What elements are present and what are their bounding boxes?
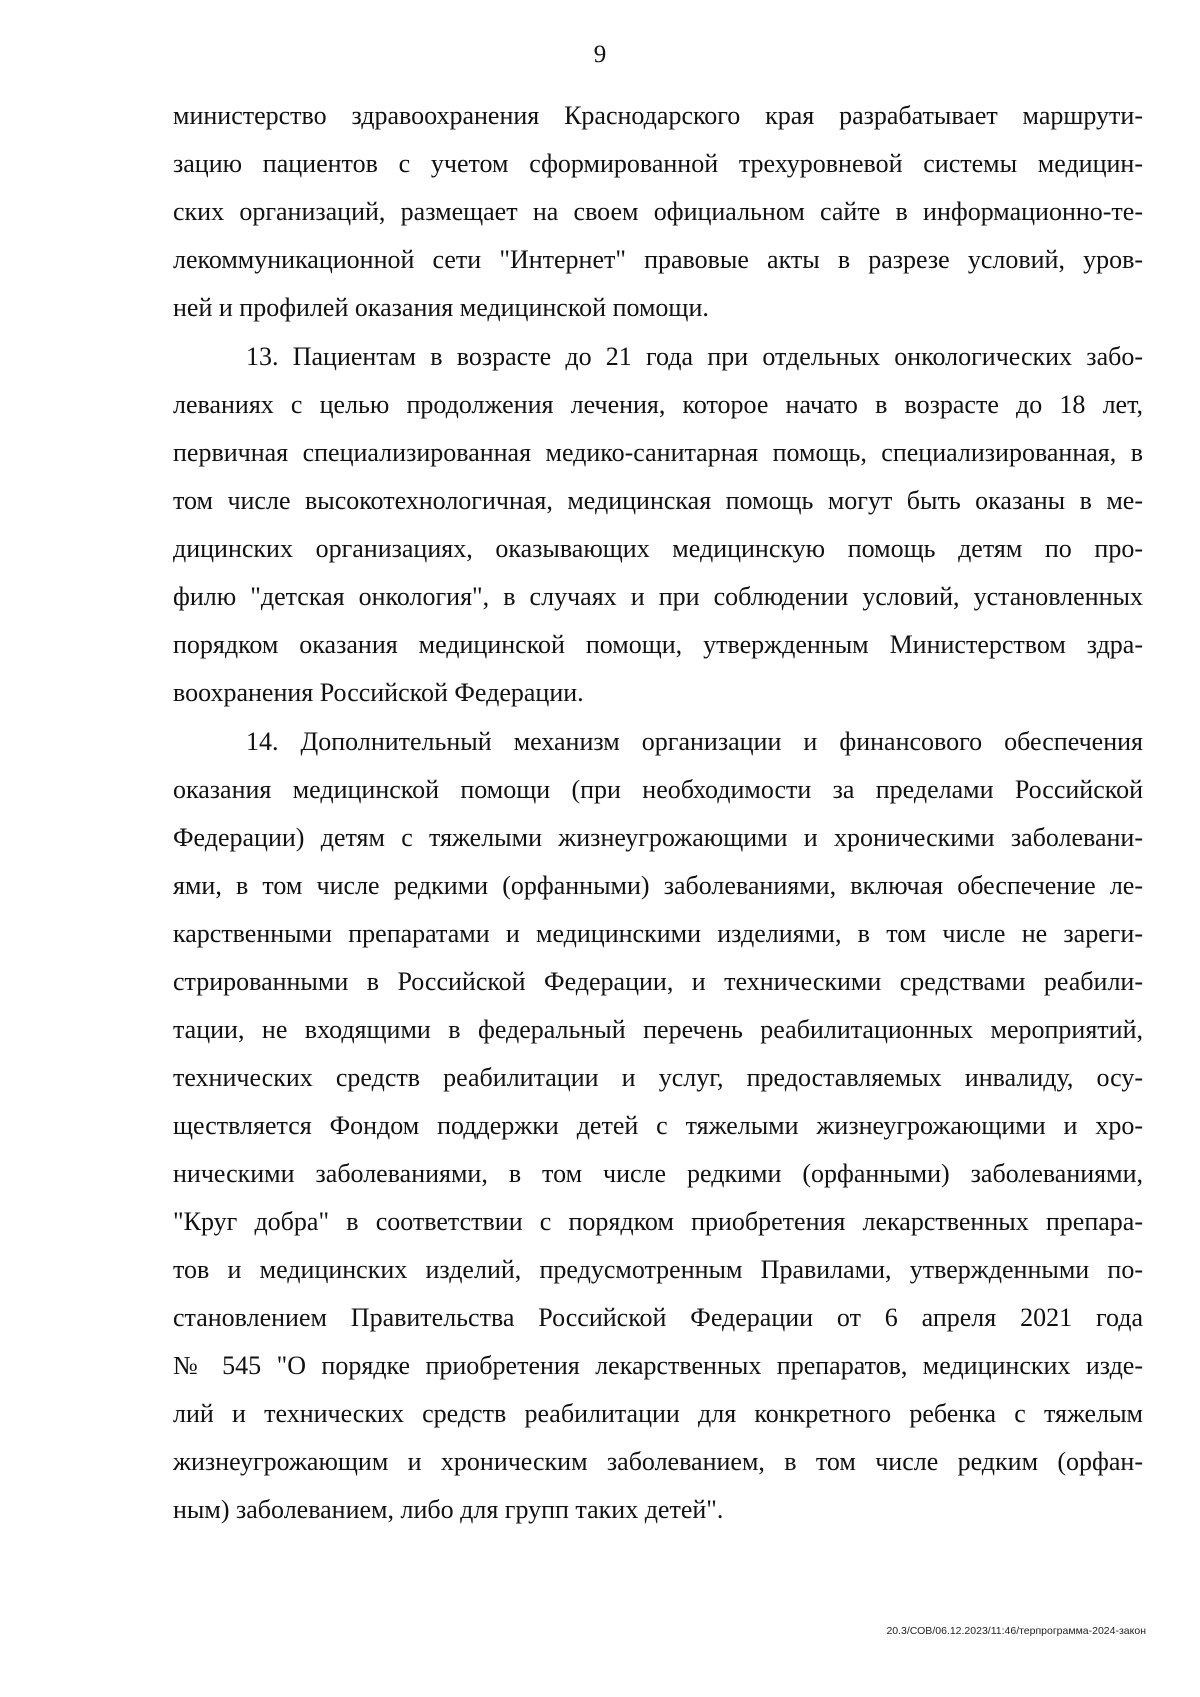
body-text-line: воохранения Российской Федерации. — [173, 678, 584, 707]
body-text-line: жизнеугрожающим и хроническим заболеванием, в том числе редким (орфан- — [173, 1447, 1143, 1476]
body-text-line: технических средств реабилитации и услуг, предоставляемых инвалиду, осу- — [173, 1063, 1143, 1092]
body-text-line: ями, в том числе редкими (орфанными) заболеваниями, включая обеспечение ле- — [173, 871, 1143, 900]
body-text-line: порядком оказания медицинской помощи, утвержденным Министерством здра- — [173, 630, 1143, 659]
body-text-line: ническими заболеваниями, в том числе редкими (орфанными) заболеваниями, — [173, 1159, 1143, 1188]
body-text-line: дицинских организациях, оказывающих медицинскую помощь детям по про- — [173, 534, 1143, 563]
document-footer-code: 20.3/СОВ/06.12.2023/11:46/терпрограмма-2024-закон — [886, 1625, 1146, 1637]
body-text-line: оказания медицинской помощи (при необходимости за пределами Российской — [173, 775, 1143, 804]
body-text-line: 14. Дополнительный механизм организации и финансового обеспечения — [246, 727, 1143, 756]
body-text-line: стрированными в Российской Федерации, и техническими средствами реабили- — [173, 967, 1143, 996]
page-number: 9 — [593, 41, 607, 68]
body-text-line: ществляется Фондом поддержки детей с тяжелыми жизнеугрожающими и хро- — [173, 1111, 1143, 1140]
body-text-line: карственными препаратами и медицинскими изделиями, в том числе не зареги- — [173, 919, 1143, 948]
body-text-line: том числе высокотехнологичная, медицинская помощь могут быть оказаны в ме- — [173, 486, 1143, 515]
body-text-line: министерство здравоохранения Краснодарского края разрабатывает маршрути- — [173, 101, 1143, 130]
body-text-line: ских организаций, размещает на своем официальном сайте в информационно-те- — [173, 197, 1143, 226]
body-text-line: становлением Правительства Российской Федерации от 6 апреля 2021 года — [173, 1303, 1143, 1332]
body-text-line: филю "детская онкология", в случаях и при соблюдении условий, установленных — [173, 582, 1143, 611]
body-text-line: "Круг добра" в соответствии с порядком приобретения лекарственных препара- — [173, 1207, 1143, 1236]
body-text-line: ным) заболеванием, либо для групп таких детей". — [173, 1495, 724, 1524]
body-text-line: № 545 "О порядке приобретения лекарственных препаратов, медицинских изде- — [173, 1351, 1143, 1380]
body-text-line: леваниях с целью продолжения лечения, которое начато в возрасте до 18 лет, — [173, 390, 1143, 419]
body-text-line: ней и профилей оказания медицинской помощи. — [173, 293, 709, 322]
body-text-line: зацию пациентов с учетом сформированной трехуровневой системы медицин- — [173, 149, 1143, 178]
body-text-line: 13. Пациентам в возрасте до 21 года при отдельных онкологических забо- — [246, 342, 1143, 371]
body-text-line: Федерации) детям с тяжелыми жизнеугрожающими и хроническими заболевани- — [173, 823, 1143, 852]
body-text-line: лий и технических средств реабилитации для конкретного ребенка с тяжелым — [173, 1399, 1143, 1428]
body-text-line: тации, не входящими в федеральный перечень реабилитационных мероприятий, — [173, 1015, 1143, 1044]
body-text-line: первичная специализированная медико-санитарная помощь, специализированная, в — [173, 438, 1143, 467]
body-text-line: тов и медицинских изделий, предусмотренным Правилами, утвержденными по- — [173, 1255, 1143, 1284]
body-text-line: лекоммуникационной сети "Интернет" правовые акты в разрезе условий, уров- — [173, 245, 1143, 274]
